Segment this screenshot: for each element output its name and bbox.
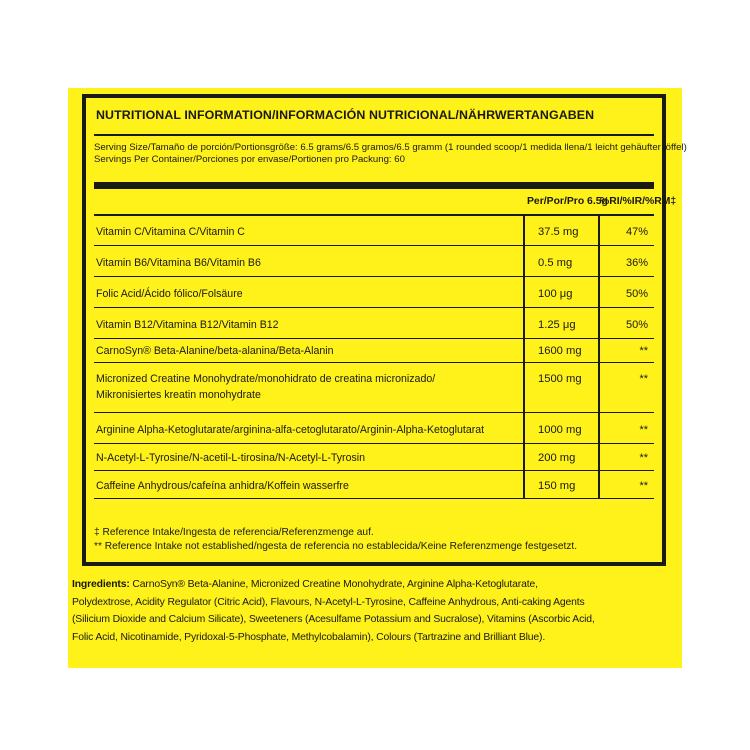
column-divider [523,339,525,362]
nutrient-row [94,308,654,339]
nutrient-row [94,215,654,246]
nutrient-percent: 47% [625,226,648,238]
nutrient-row [94,363,654,413]
footnote-reference-intake: ‡ Reference Intake/Ingesta de referencia/Referenzmenge auf. [94,527,374,538]
nutrient-amount: 150 mg [538,480,576,492]
column-divider [523,471,525,498]
nutrient-name [96,317,279,333]
nutrient-name [96,450,365,466]
nutrient-row [94,444,654,471]
nutrient-amount: 1600 mg [538,345,582,357]
nutrient-name [96,224,245,240]
nutrient-percent: ** [639,452,648,464]
nutrient-percent: ** [639,373,648,385]
title-divider [94,134,654,136]
nutrient-name [96,478,349,494]
amount-column-header: Per/Por/Pro 6.5g [527,196,608,207]
nutrient-name-line: Vitamin B12/Vitamina B12/Vitamin B12 [96,319,279,331]
column-divider [523,363,525,412]
nutrient-name-line: Folic Acid/Ácido fólico/Folsäure [96,288,243,300]
footnote-not-established: ** Reference Intake not established/ngesta de referencia no establecida/Keine Referenzmenge festgesetzt. [94,541,578,552]
nutrient-amount: 100 μg [538,288,573,300]
serving-size: Serving Size/Tamaño de porción/Portionsgröße: 6.5 grams/6.5 gramos/6.5 gramm (1 rounded scoop/1 medida llena/1 leicht gehäufter löffel) [94,142,687,153]
column-divider [598,308,600,338]
nutrient-row [94,413,654,444]
nutrient-name [96,255,261,271]
nutrient-name-line: Vitamin C/Vitamina C/Vitamin C [96,226,245,238]
column-divider [598,246,600,276]
nutrient-name-line: N-Acetyl-L-Tyrosine/N-acetil-L-tirosina/N-Acetyl-L-Tyrosin [96,452,366,464]
column-divider [598,471,600,498]
nutrient-amount: 1500 mg [538,373,582,385]
nutrient-row [94,246,654,277]
column-divider [598,277,600,307]
nutrient-name-line: CarnoSyn® Beta-Alanine/beta-alanina/Beta-Alanin [96,345,334,357]
nutrient-amount: 200 mg [538,452,576,464]
column-divider [598,215,600,245]
nutrient-amount: 0.5 mg [538,257,573,269]
nutrient-name [96,343,334,359]
nutrient-amount: 1.25 μg [538,319,576,331]
nutrient-name [96,422,484,438]
column-divider [523,215,525,245]
ingredients-text-1: CarnoSyn® Beta-Alanine, Micronized Creatine Monohydrate, Arginine Alpha-Ketoglutarate, [129,579,538,590]
nutrient-percent: 50% [625,288,648,300]
column-divider [598,363,600,412]
column-divider [598,413,600,443]
column-divider [523,413,525,443]
label-title: NUTRITIONAL INFORMATION/INFORMACIÓN NUTRICIONAL/NÄHRWERTANGABEN [96,108,595,122]
column-divider [523,444,525,470]
nutrient-table [94,215,654,499]
footnotes [94,526,660,554]
column-divider [598,444,600,470]
ingredients-label: Ingredients: [72,579,130,590]
ingredients-line-4: Folic Acid, Nicotinamide, Pyridoxal-5-Phosphate, Methylcobalamin), Colours (Tartrazine and Brilliant Blue). [72,631,546,643]
ingredients-line-1 [72,576,678,594]
percent-column-header: %RI/%IR/%RM‡ [600,196,677,207]
nutrient-row [94,471,654,499]
column-divider [523,277,525,307]
nutrition-label [68,88,687,668]
ingredients-line-3: (Silicium Dioxide and Calcium Silicate), Sweeteners (Acesulfame Potassium and Sucralose), Vitamins (Ascorbic Acid, [72,614,595,626]
nutrient-amount: 37.5 mg [538,226,579,238]
ingredients-section [72,576,678,646]
serving-info [94,142,687,165]
nutrient-name [96,286,243,302]
column-divider [523,308,525,338]
nutrient-name [96,371,435,403]
nutrient-name-line: Arginine Alpha-Ketoglutarate/arginina-alfa-cetoglutarato/Arginin-Alpha-Ketoglutarat [96,424,485,436]
thick-divider [94,182,654,189]
nutrient-row [94,339,654,363]
nutrient-percent: ** [639,345,648,357]
column-divider [598,339,600,362]
column-divider [523,246,525,276]
nutrient-amount: 1000 mg [538,424,582,436]
nutrition-facts-panel [82,94,687,566]
ingredients-line-2: Polydextrose, Acidity Regulator (Citric Acid), Flavours, N-Acetyl-L-Tyrosine, Caffeine Anhydrous, Anti-caking Agents [72,596,585,608]
nutrient-percent: ** [639,424,648,436]
table-header [94,196,677,212]
nutrient-percent: 50% [625,319,648,331]
nutrient-name-line: Caffeine Anhydrous/cafeína anhidra/Koffein wasserfre [96,480,349,492]
nutrient-name-line: Mikronisiertes kreatin monohydrate [96,389,261,401]
nutrient-percent: ** [639,480,648,492]
nutrient-name-line: Micronized Creatine Monohydrate/monohidrato de creatina micronizado/ [96,373,436,385]
servings-per-container: Servings Per Container/Porciones por envase/Portionen pro Packung: 60 [94,153,405,165]
nutrient-row [94,277,654,308]
nutrient-name-line: Vitamin B6/Vitamina B6/Vitamin B6 [96,257,261,269]
nutrient-percent: 36% [625,257,648,269]
